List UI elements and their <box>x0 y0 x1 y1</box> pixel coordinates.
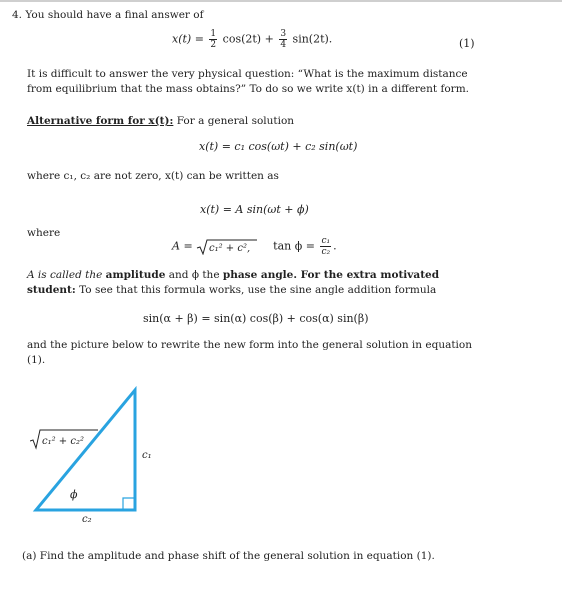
amp-l1-a: A is called the <box>27 269 106 281</box>
eq4-end: . <box>333 239 337 253</box>
amp-l2-b: To see that this formula works, use the sine angle addition formula <box>75 284 437 296</box>
paragraph-1-line-2: from equilibrium that the mass obtains?” To do so we write x(t) in a different form. <box>27 83 469 95</box>
amp-l2-a: student: <box>27 284 76 296</box>
amp-l1-d: phase angle. <box>222 269 298 281</box>
alt-form-heading <box>27 114 294 128</box>
equation-amplitude-definitions <box>172 236 337 257</box>
amplitude-line-2 <box>27 283 436 297</box>
equation-1 <box>172 29 332 50</box>
triangle-shape <box>36 390 135 510</box>
sqrt-sign-icon <box>196 239 258 255</box>
amp-l1-b: amplitude <box>105 269 166 281</box>
eq1-term2: sin(2t). <box>292 32 333 46</box>
equation-general-solution: x(t) = c₁ cos(ωt) + c₂ sin(ωt) <box>199 140 358 153</box>
eq4-radicand: c₁² + c², <box>209 242 251 254</box>
eq1-frac2-num: 3 <box>280 29 287 39</box>
eq4-frac-num: c₁ <box>321 236 331 246</box>
eq1-frac2-den: 4 <box>280 40 287 50</box>
paragraph-3-line-1: and the picture below to rewrite the new form into the general solution in equation <box>27 339 472 351</box>
eq4-tan: tan ϕ = <box>273 239 315 253</box>
eq1-frac2 <box>279 29 287 50</box>
sqrt-radical <box>196 239 258 255</box>
alt-form-rest: For a general solution <box>176 115 295 127</box>
eq1-lhs: x(t) = <box>172 32 204 46</box>
hypotenuse-label: c₁² + c₂² <box>42 436 84 447</box>
eq1-frac1 <box>209 29 217 50</box>
where-line: where c₁, c₂ are not zero, x(t) can be written as <box>27 170 279 182</box>
problem-number: 4. <box>12 9 23 21</box>
top-rule <box>0 0 562 2</box>
vertical-side-label: c₁ <box>142 450 152 461</box>
where-label: where <box>27 227 61 239</box>
part-a-question: (a) Find the amplitude and phase shift of the general solution in equation (1). <box>22 550 435 562</box>
amplitude-line-1 <box>27 268 439 282</box>
paragraph-1-line-1: It is difficult to answer the very physical question: “What is the maximum distance <box>27 68 468 80</box>
angle-label: ϕ <box>70 488 78 501</box>
eq4-frac <box>320 236 331 257</box>
base-side-label: c₂ <box>82 514 92 525</box>
eq1-term1: cos(2t) + <box>222 32 274 46</box>
eq4-frac-den: c₂ <box>321 247 331 257</box>
eq4-A: A = <box>172 239 193 253</box>
eq1-frac1-den: 2 <box>210 40 217 50</box>
amp-l1-e: For the extra motivated <box>297 269 440 281</box>
right-angle-marker <box>123 498 135 510</box>
problem-intro-text: You should have a final answer of <box>25 9 204 21</box>
amp-l1-c: and ϕ the <box>165 269 223 281</box>
right-triangle-figure <box>30 380 160 525</box>
problem-intro <box>12 8 203 22</box>
equation-amplitude-form: x(t) = A sin(ωt + ϕ) <box>200 203 309 216</box>
equation-1-label: (1) <box>459 37 475 50</box>
eq1-frac1-num: 1 <box>210 29 217 39</box>
alt-form-title: Alternative form for x(t): <box>27 115 174 127</box>
paragraph-3-line-2: (1). <box>27 354 46 366</box>
equation-sine-addition: sin(α + β) = sin(α) cos(β) + cos(α) sin(β) <box>143 312 369 325</box>
